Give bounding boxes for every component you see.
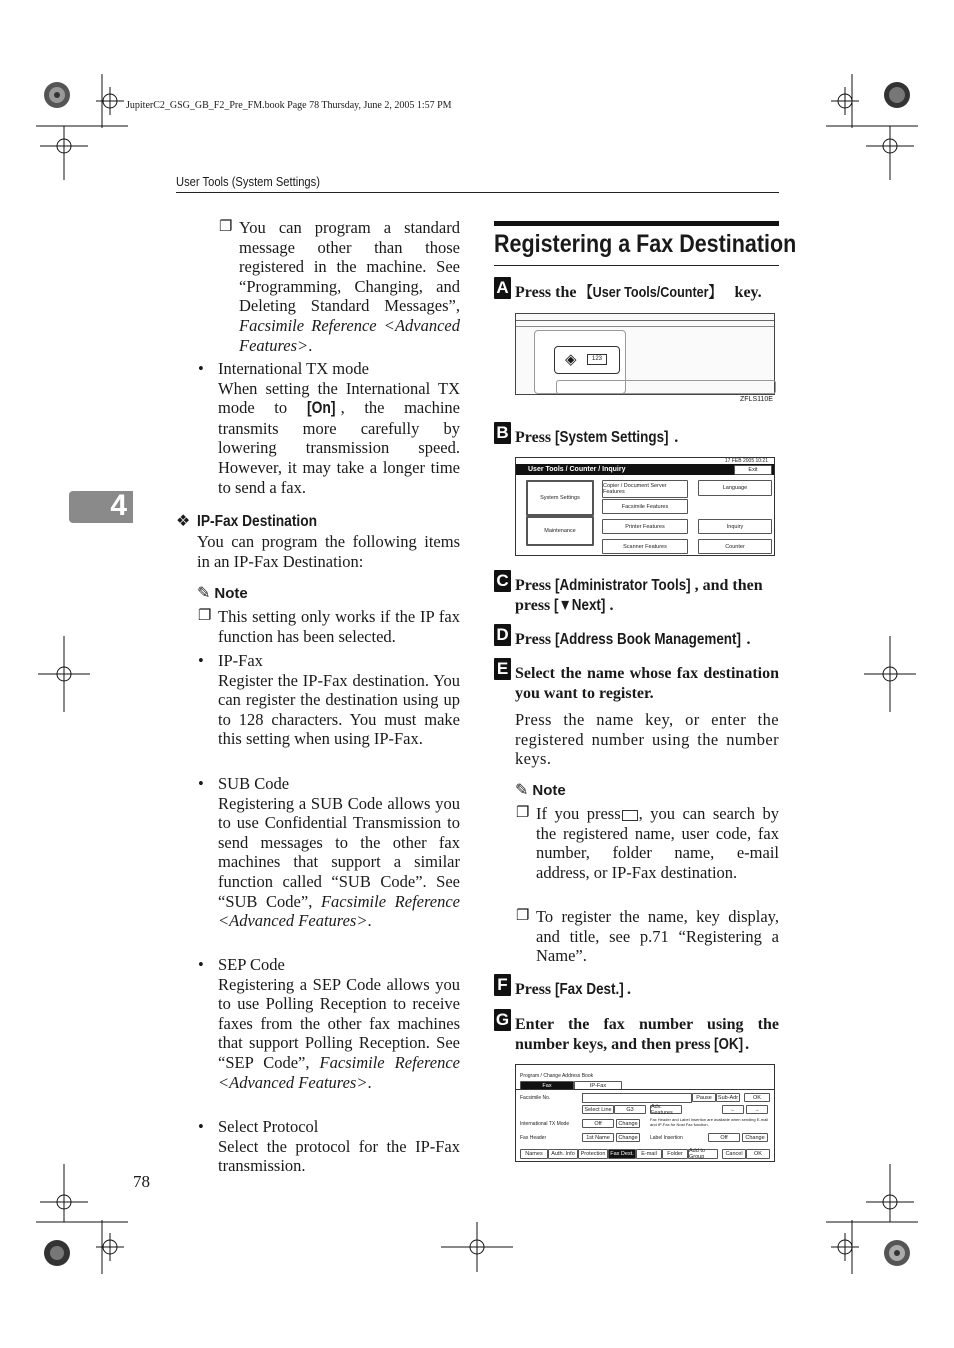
- figure-control-panel: [515, 313, 775, 395]
- registration-target-icon: [38, 636, 90, 712]
- step-2-text: Press [System Settings] .: [515, 429, 679, 446]
- step-6-text: Press [Fax Dest.] .: [515, 981, 631, 998]
- figure-user-tools-screen: [515, 457, 775, 556]
- diamond-bullet-icon: ❖: [176, 513, 191, 530]
- counter-icon: 123: [587, 354, 607, 365]
- bullet-international-tx: • International TX mode When setting the International TX mode to [On] , the machine transmits more carefully by lowering transmission speed. However, it may take a longer time to send a fax.: [218, 359, 460, 497]
- registration-target-icon: [866, 132, 914, 160]
- screen-exit-button: Exit: [734, 465, 772, 475]
- step-4-text: Press [Address Book Management] .: [515, 631, 751, 648]
- bullet-sub-code: • SUB Code Registering a SUB Code allows you to use Confidential Transmission to send messages to the other fax machines that support a similar function called “SUB Code”. See “SUB Code”, Facsimile Reference <Advanced Features>.: [218, 774, 460, 931]
- screen3-row-fax-no: Facsimile No.: [520, 1095, 551, 1101]
- ipfax-intro: You can program the following items in an IP-Fax Destination:: [197, 532, 460, 571]
- chapter-number: 4: [110, 489, 127, 522]
- step-2-number: B: [494, 422, 511, 444]
- screen-btn-copier: Copier / Document Server Features: [602, 480, 688, 498]
- registration-target-icon: [441, 1222, 513, 1272]
- screen3-ok: OK: [746, 1149, 770, 1159]
- color-wheel-icon: [884, 1240, 910, 1266]
- screen3-tab-email: E-mail: [636, 1149, 662, 1159]
- note-ipfax-setting: ❐ This setting only works if the IP fax function has been selected.: [218, 607, 460, 646]
- registration-target-icon: [831, 1233, 859, 1261]
- search-key-icon: [622, 810, 638, 821]
- pencil-icon: ✎: [515, 782, 529, 799]
- screen3-tab-auth-info: Auth. Info: [548, 1149, 578, 1159]
- step-1-text: Press the 【User Tools/Counter】 key.: [515, 284, 762, 301]
- step-5-number: E: [494, 658, 511, 680]
- user-tools-icon: ◈: [565, 352, 577, 368]
- screen3-row-intl-tx: International TX Mode: [520, 1121, 570, 1127]
- screen3-tab-folder: Folder: [662, 1149, 688, 1159]
- color-wheel-icon: [44, 1240, 70, 1266]
- screen-btn-scanner: Scanner Features: [602, 539, 688, 554]
- screen3-tab-ipfax: IP-Fax: [574, 1081, 622, 1090]
- screen-btn-facsimile: Facsimile Features: [602, 499, 688, 514]
- registration-target-icon: [40, 132, 88, 160]
- screen-btn-inquiry: Inquiry: [698, 519, 772, 534]
- screen3-title: Program / Change Address Book: [520, 1073, 594, 1079]
- page-number: 78: [133, 1172, 150, 1191]
- running-header: User Tools (System Settings): [176, 174, 320, 189]
- registration-target-icon: [866, 1188, 914, 1216]
- bullet-ipfax: • IP-Fax Register the IP-Fax destination. You can register the destination using up to 128 characters. You must make this setting when using IP-Fax.: [218, 651, 460, 749]
- registration-target-icon: [96, 1233, 124, 1261]
- screen3-row-fax-header: Fax Header: [520, 1135, 547, 1141]
- screen3-tab-protection: Protection: [578, 1149, 608, 1159]
- bullet-sep-code: • SEP Code Registering a SEP Code allows you to use Polling Reception to receive faxes from the other fax machines that support Polling Reception. See “SEP Code”, Facsimile Reference <Advanced Features>.: [218, 955, 460, 1092]
- color-wheel-icon: [884, 82, 910, 108]
- step-1-number: A: [494, 277, 511, 299]
- step-6-number: F: [494, 974, 511, 996]
- screen-btn-counter: Counter: [698, 539, 772, 554]
- step-4-number: D: [494, 624, 511, 646]
- chapter-tab: [69, 491, 133, 523]
- figure-address-book-screen: Program / Change Address Book Fax IP-Fax Facsimile No. Pause Sub-Adr OK Select Line G3 Adv. Features ← → International TX Mode Off Change Fax Header and Label Insertion are available when sending E-mail and IP-Fax for Nost Fax function. Fax Header 1st Name Change Label Insertion Off Change Names Auth. Info Protection Fax Dest. E-mail Folder Add to Group Cancel OK: [515, 1064, 775, 1162]
- screen3-tab-fax-dest: Fax Dest.: [608, 1149, 636, 1159]
- screen-btn-language: Language: [698, 480, 772, 496]
- note-register-name: ❐ To register the name, key display, and title, see p.71 “Registering a Name”.: [536, 907, 779, 966]
- registration-target-icon: [864, 636, 916, 712]
- screen3-tab-fax: Fax: [520, 1081, 574, 1090]
- registration-target-icon: [96, 87, 124, 115]
- user-tools-counter-key: [554, 346, 620, 374]
- registration-target-icon: [831, 87, 859, 115]
- screen-title: User Tools / Counter / Inquiry: [528, 466, 626, 473]
- section-title: Registering a Fax Destination: [494, 230, 797, 258]
- figure-1-caption: ZFLS110E: [740, 396, 773, 403]
- step-5-text: Select the name whose fax destination you want to register.: [515, 665, 779, 702]
- screen-btn-maintenance: Maintenance: [526, 516, 594, 546]
- note-heading-right: ✎ Note: [515, 782, 566, 799]
- section-bottom-rule: [494, 265, 779, 266]
- bullet-select-protocol: • Select Protocol Select the protocol for the IP-Fax transmission.: [218, 1117, 460, 1176]
- screen3-info: Fax Header and Label Insertion are available when sending E-mail and IP-Fax for Nost Fax function.: [650, 1117, 769, 1127]
- screen-btn-printer: Printer Features: [602, 519, 688, 534]
- pencil-icon: ✎: [197, 585, 211, 602]
- note-heading-left: ✎ Note: [197, 585, 248, 602]
- note-search: ❐ If you press , you can search by the registered name, user code, fax number, folder name, e-mail address, or IP-Fax destination.: [536, 804, 779, 882]
- file-info: JupiterC2_GSG_GB_F2_Pre_FM.book Page 78 Thursday, June 2, 2005 1:57 PM: [126, 100, 452, 111]
- ipfax-heading: ❖ IP-Fax Destination: [176, 513, 317, 530]
- section-top-rule: [494, 221, 779, 226]
- note-standard-message: ❐ You can program a standard message other than those registered in the machine. See “Programming, Changing, and Deleting Standard Messages”, Facsimile Reference <Advanced Features>.: [239, 218, 460, 355]
- step-7-text: Enter the fax number using the number keys, and then press [OK].: [515, 1016, 779, 1053]
- screen3-tab-add-group: Add to Group: [688, 1149, 718, 1159]
- step-3-text: Press [Administrator Tools] , and then press [▼Next] .: [515, 577, 763, 614]
- color-wheel-icon: [44, 82, 70, 108]
- screen-btn-system-settings: System Settings: [526, 480, 594, 516]
- screen3-cancel: Cancel: [722, 1149, 746, 1159]
- screen3-tab-names: Names: [520, 1149, 548, 1159]
- header-rule: [176, 192, 779, 193]
- step-5-body: Press the name key, or enter the registered number using the number keys.: [515, 710, 779, 769]
- ui-key-on: [On]: [306, 399, 336, 418]
- screen-status: 17 FEB 2005 10:21: [724, 458, 768, 464]
- registration-target-icon: [40, 1188, 88, 1216]
- step-7-number: G: [495, 1010, 510, 1029]
- step-3-number: C: [494, 570, 511, 592]
